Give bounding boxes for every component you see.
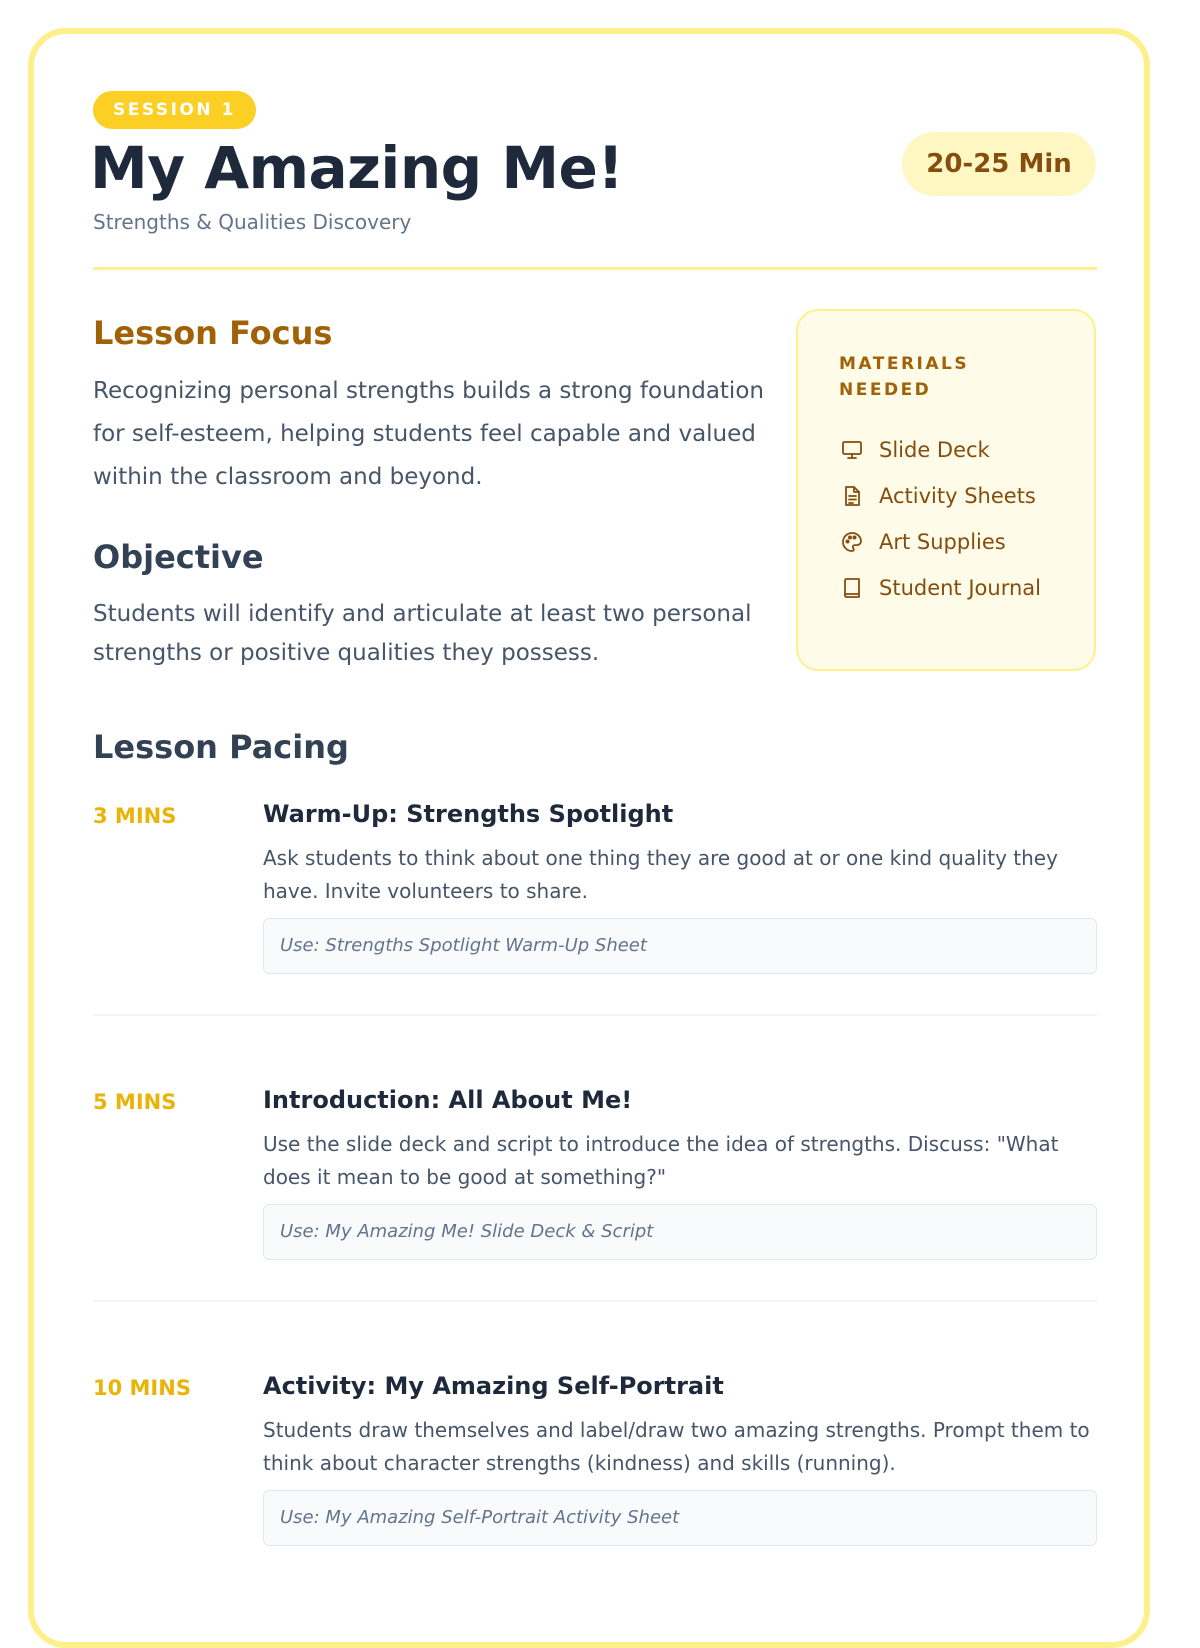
materials-item: [839, 473, 1041, 519]
step-title: Warm-Up: Strengths Spotlight: [263, 800, 674, 828]
book-icon: [839, 575, 865, 601]
materials-item-label: Art Supplies: [879, 530, 1006, 554]
step-divider: [93, 1300, 1097, 1302]
step-time: 3 MINS: [93, 804, 177, 828]
materials-item: [839, 519, 1041, 565]
header-divider: [93, 267, 1097, 270]
document-icon: [839, 483, 865, 509]
step-description: Use the slide deck and script to introduce the idea of strengths. Discuss: "What does it mean to be good at something?": [263, 1132, 1059, 1189]
step-time: 5 MINS: [93, 1090, 177, 1114]
session-badge: SESSION 1: [93, 91, 256, 129]
step-title: Activity: My Amazing Self-Portrait: [263, 1372, 724, 1400]
step-description: Ask students to think about one thing they are good at or one kind quality they have. Invite volunteers to share.: [263, 846, 1058, 903]
materials-item-label: Activity Sheets: [879, 484, 1036, 508]
step-time: 10 MINS: [93, 1376, 191, 1400]
lesson-focus-text: Recognizing personal strengths builds a strong foundation for self-esteem, helping students feel capable and valued within the classroom and beyond.: [93, 378, 764, 490]
step-title: Introduction: All About Me!: [263, 1086, 633, 1114]
materials-item: [839, 427, 1041, 473]
monitor-icon: [839, 437, 865, 463]
materials-panel: [796, 309, 1096, 671]
objective-heading: Objective: [93, 538, 264, 576]
objective-text: Students will identify and articulate at least two personal strengths or positive qualities they possess.: [93, 601, 752, 666]
materials-title: MATERIALS NEEDED: [839, 354, 970, 400]
lesson-focus-heading: Lesson Focus: [93, 314, 333, 352]
step-description: Students draw themselves and label/draw two amazing strengths. Prompt them to think about character strengths (kindness) and skills (running).: [263, 1418, 1090, 1475]
lesson-pacing-heading: Lesson Pacing: [93, 728, 349, 766]
lesson-card: [28, 28, 1150, 1648]
materials-item: [839, 565, 1041, 611]
step-resource: Use: My Amazing Me! Slide Deck & Script: [263, 1204, 1097, 1260]
materials-item-label: Student Journal: [879, 576, 1041, 600]
duration-badge: 20-25 Min: [902, 132, 1096, 196]
step-divider: [93, 1014, 1097, 1016]
palette-icon: [839, 529, 865, 555]
step-resource: Use: Strengths Spotlight Warm-Up Sheet: [263, 918, 1097, 974]
lesson-subtitle: Strengths & Qualities Discovery: [93, 210, 412, 234]
step-resource: Use: My Amazing Self-Portrait Activity Sheet: [263, 1490, 1097, 1546]
materials-list: [839, 427, 1041, 611]
materials-item-label: Slide Deck: [879, 438, 990, 462]
lesson-title: My Amazing Me!: [90, 134, 624, 202]
